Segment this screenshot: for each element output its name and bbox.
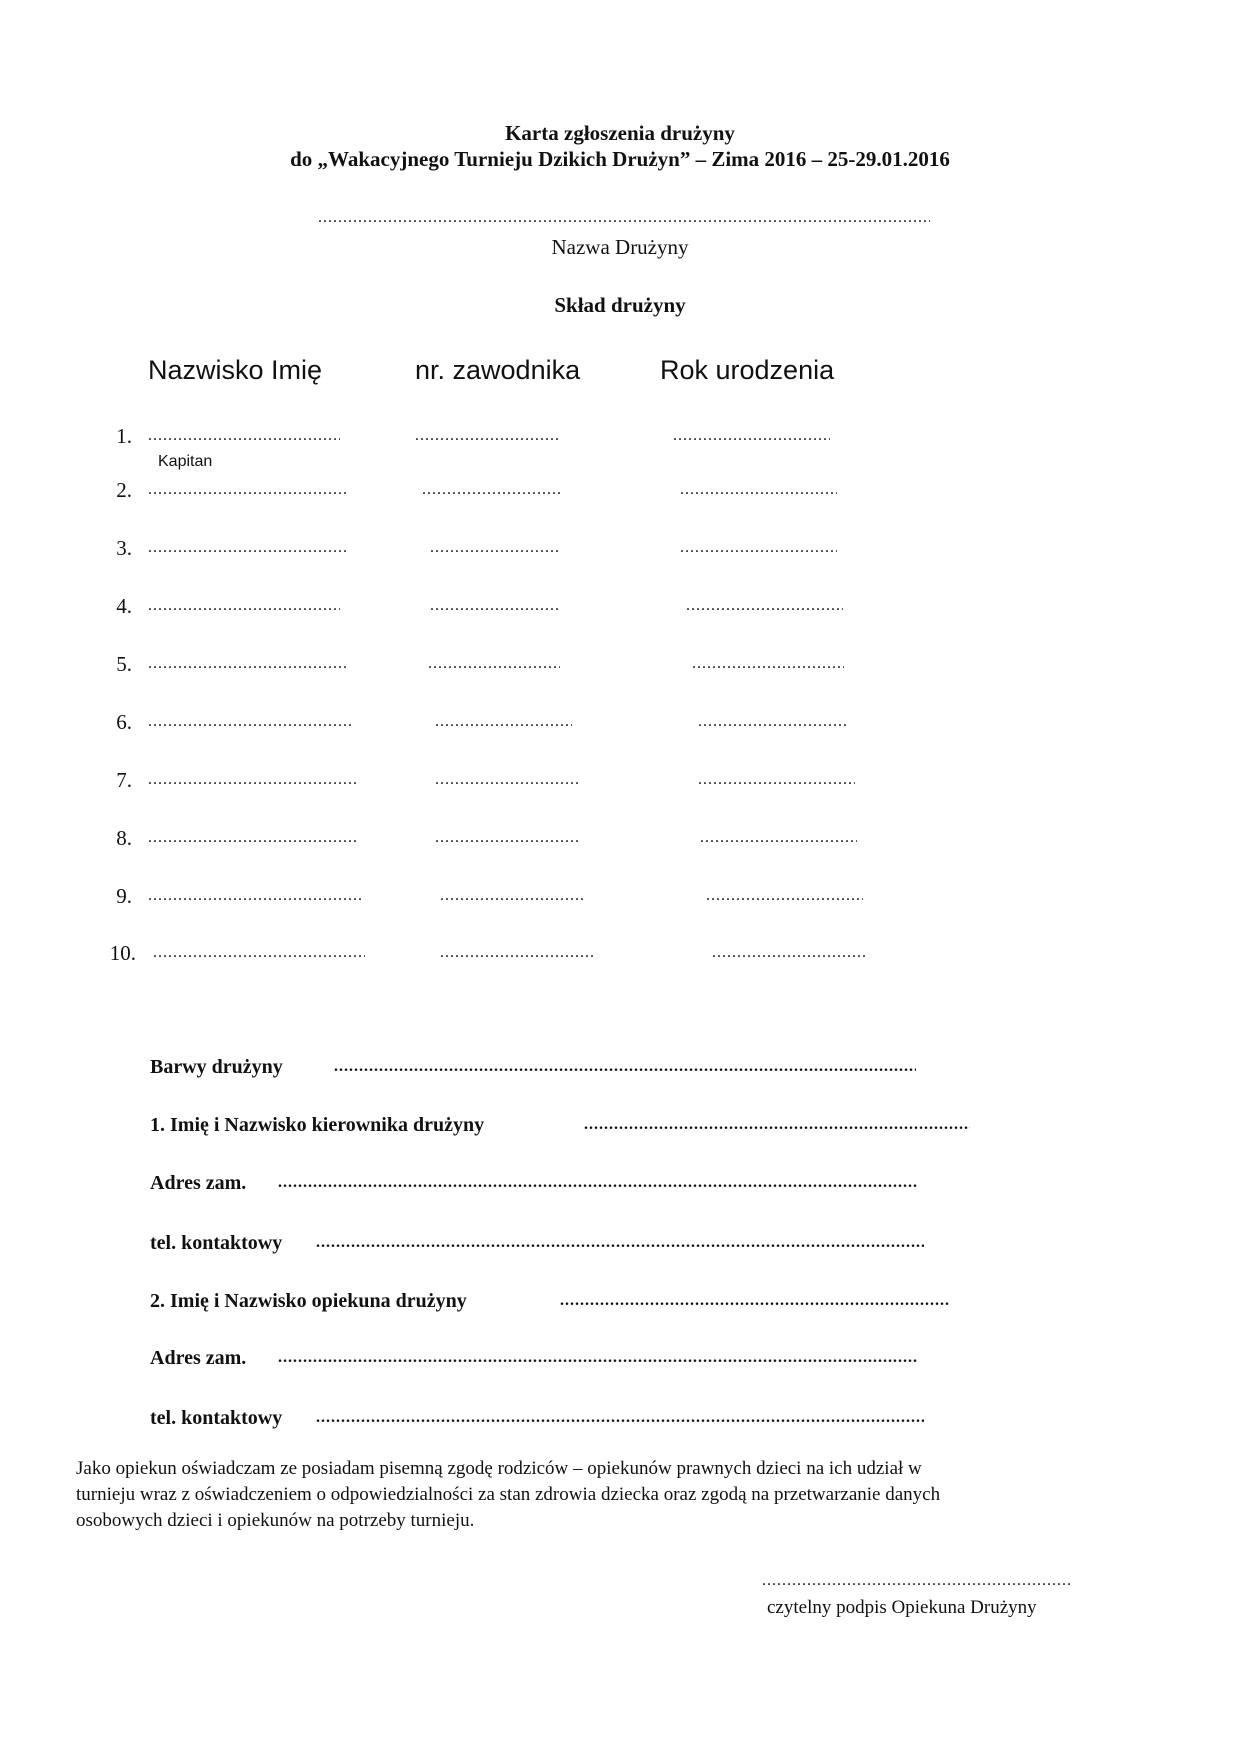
declaration-line-3: osobowych dzieci i opiekunów na potrzeby turnieju. bbox=[76, 1510, 475, 1531]
form-title: Karta zgłoszenia drużyny bbox=[505, 121, 735, 145]
row-birth-year-field[interactable] bbox=[712, 941, 867, 965]
row-number-field[interactable] bbox=[430, 536, 560, 560]
team-name-label: Nazwa Drużyny bbox=[551, 235, 689, 259]
guardian-name-field[interactable] bbox=[560, 1288, 950, 1314]
row-name-field[interactable] bbox=[148, 768, 358, 792]
declaration-line-2: turnieju wraz z oświadczeniem o odpowiedzialności za stan zdrowia dziecka oraz zgodą na przetwarzanie danych bbox=[76, 1484, 941, 1505]
row-number-field[interactable] bbox=[435, 710, 572, 734]
row-birth-year-field[interactable] bbox=[698, 710, 848, 734]
signature-field[interactable] bbox=[762, 1571, 1072, 1591]
declaration-line-1: Jako opiekun oświadczam ze posiadam pisemną zgodę rodziców – opiekunów prawnych dzieci na ich udział w bbox=[76, 1458, 922, 1479]
row-name-field[interactable] bbox=[153, 941, 365, 965]
row-birth-year-field[interactable] bbox=[698, 768, 855, 792]
row-birth-year-field[interactable] bbox=[680, 478, 837, 502]
team-colors-field[interactable] bbox=[334, 1054, 916, 1080]
guardian-name-label: 2. Imię i Nazwisko opiekuna drużyny bbox=[150, 1290, 467, 1312]
row-birth-year-field[interactable] bbox=[673, 424, 830, 448]
row-number: 6. bbox=[116, 710, 132, 734]
team-name-field[interactable] bbox=[318, 208, 930, 228]
row-number: 9. bbox=[116, 884, 132, 908]
row-name-field[interactable] bbox=[148, 826, 358, 850]
manager-address-field[interactable] bbox=[278, 1170, 918, 1196]
row-number-field[interactable] bbox=[422, 478, 560, 502]
form-subtitle: do „Wakacyjnego Turnieju Dzikich Drużyn” – Zima 2016 – 25-29.01.2016 bbox=[290, 147, 950, 171]
row-name-field[interactable] bbox=[148, 478, 346, 502]
column-header-name: Nazwisko Imię bbox=[148, 355, 323, 385]
row-name-field[interactable] bbox=[148, 594, 340, 618]
row-birth-year-field[interactable] bbox=[686, 594, 843, 618]
row-name-field[interactable] bbox=[148, 884, 363, 908]
row-birth-year-field[interactable] bbox=[692, 652, 844, 676]
manager-phone-field[interactable] bbox=[316, 1230, 924, 1256]
row-number: 5. bbox=[116, 652, 132, 676]
row-birth-year-field[interactable] bbox=[700, 826, 857, 850]
manager-name-label: 1. Imię i Nazwisko kierownika drużyny bbox=[150, 1114, 485, 1136]
row-number: 8. bbox=[116, 826, 132, 850]
row-name-field[interactable] bbox=[148, 710, 352, 734]
row-birth-year-field[interactable] bbox=[706, 884, 863, 908]
row-number: 1. bbox=[116, 424, 132, 448]
guardian-address-field[interactable] bbox=[278, 1345, 918, 1371]
manager-name-field[interactable] bbox=[584, 1112, 970, 1138]
guardian-phone-label: tel. kontaktowy bbox=[150, 1407, 283, 1429]
row-number: 2. bbox=[116, 478, 132, 502]
row-name-field[interactable] bbox=[148, 652, 346, 676]
captain-note: Kapitan bbox=[158, 453, 213, 470]
row-number: 4. bbox=[116, 594, 132, 618]
row-name-field[interactable] bbox=[148, 424, 340, 448]
guardian-phone-field[interactable] bbox=[316, 1405, 924, 1431]
manager-phone-label: tel. kontaktowy bbox=[150, 1232, 283, 1254]
row-number-field[interactable] bbox=[440, 941, 596, 965]
row-number: 7. bbox=[116, 768, 132, 792]
manager-address-label: Adres zam. bbox=[150, 1172, 247, 1194]
roster-heading: Skład drużyny bbox=[554, 293, 686, 317]
guardian-address-label: Adres zam. bbox=[150, 1347, 247, 1369]
row-number-field[interactable] bbox=[430, 594, 560, 618]
row-number: 3. bbox=[116, 536, 132, 560]
row-name-field[interactable] bbox=[148, 536, 346, 560]
column-header-player-number: nr. zawodnika bbox=[415, 355, 581, 385]
signature-label: czytelny podpis Opiekuna Drużyny bbox=[767, 1597, 1037, 1618]
row-number-field[interactable] bbox=[440, 884, 583, 908]
row-number: 10. bbox=[109, 941, 136, 965]
team-colors-label: Barwy drużyny bbox=[150, 1056, 283, 1078]
row-number-field[interactable] bbox=[435, 768, 578, 792]
row-number-field[interactable] bbox=[428, 652, 560, 676]
row-number-field[interactable] bbox=[435, 826, 578, 850]
row-number-field[interactable] bbox=[415, 424, 560, 448]
column-header-birth-year: Rok urodzenia bbox=[660, 355, 835, 385]
row-birth-year-field[interactable] bbox=[680, 536, 837, 560]
